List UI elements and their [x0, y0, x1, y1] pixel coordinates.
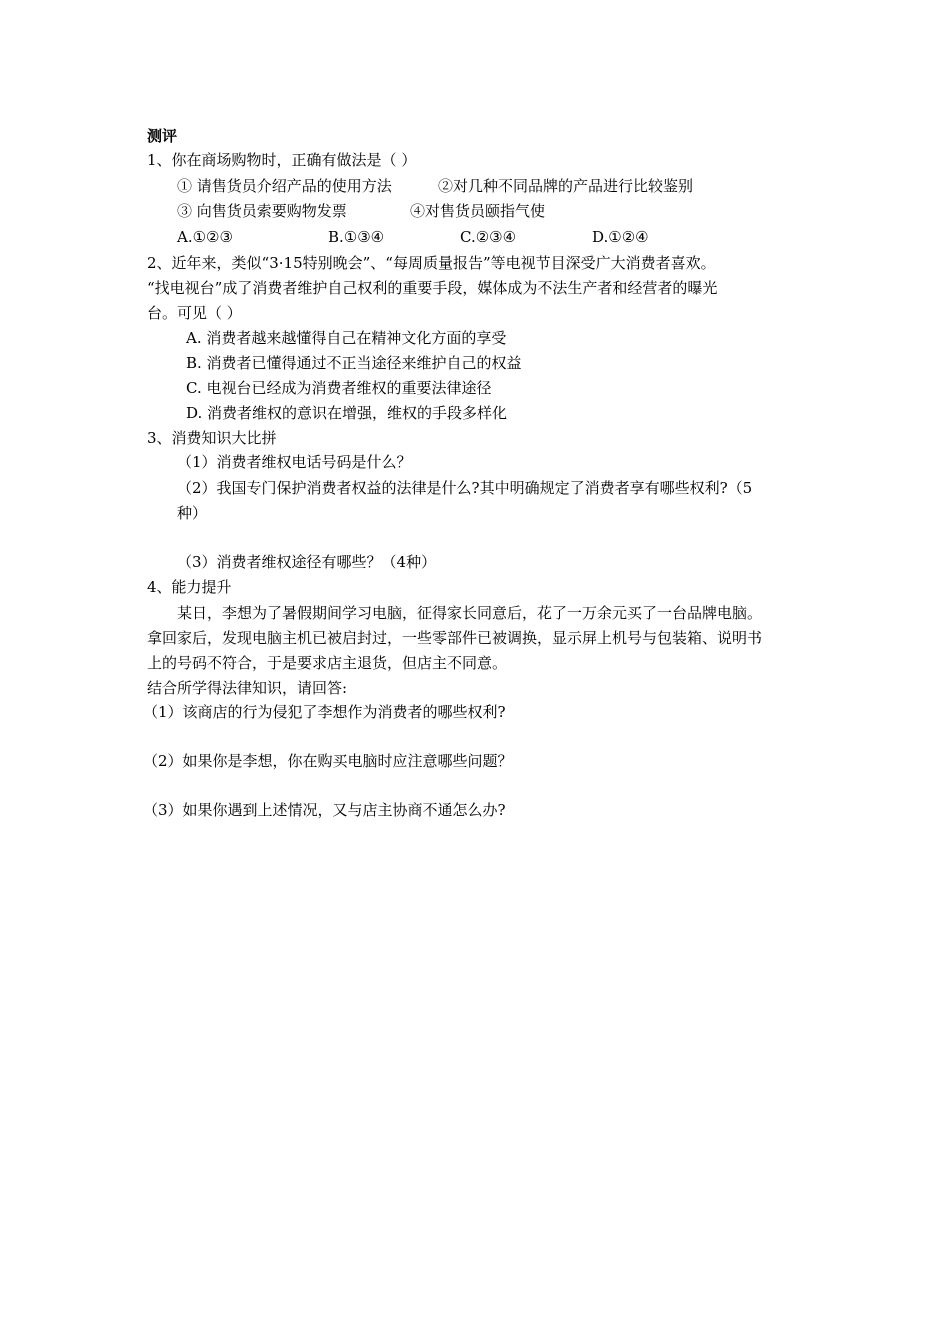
q1-choice-a: A.①②③ [177, 228, 233, 246]
q1-choice-b: B.①③④ [328, 228, 385, 246]
q1-item-2: ②对几种不同品牌的产品进行比较鉴别 [438, 177, 694, 195]
q3-sub-2-cont: 种） [177, 504, 208, 522]
q1-item-3: ③ 向售货员索要购物发票 [177, 202, 347, 220]
q4-paragraph-line: 某日，李想为了暑假期间学习电脑，征得家长同意后，花了一万余元买了一台品牌电脑。 [177, 604, 763, 622]
section-heading: 测评 [147, 127, 178, 145]
q4-prompt: 结合所学得法律知识，请回答: [147, 679, 348, 697]
q2-option-d: D. 消费者维权的意识在增强，维权的手段多样化 [186, 404, 508, 422]
q4-sub-1: （1）该商店的行为侵犯了李想作为消费者的哪些权利? [143, 703, 506, 721]
q2-option-b: B. 消费者已懂得通过不正当途径来维护自己的权益 [186, 354, 522, 372]
q2-stem-line: “找电视台”成了消费者维护自己权利的重要手段，媒体成为不法生产者和经营者的曝光 [147, 279, 718, 297]
q2-option-a: A. 消费者越来越懂得自己在精神文化方面的享受 [186, 329, 507, 347]
q1-choice-c: C.②③④ [460, 228, 517, 246]
q3-stem: 3、消费知识大比拼 [147, 429, 277, 447]
q1-item-1: ① 请售货员介绍产品的使用方法 [177, 177, 392, 195]
q1-stem: 1、你在商场购物时，正确有做法是（ ） [147, 151, 417, 169]
q2-stem-line: 台。可见（ ） [147, 304, 242, 322]
q2-option-c: C. 电视台已经成为消费者维权的重要法律途径 [186, 379, 492, 397]
q1-choice-d: D.①②④ [592, 228, 649, 246]
q2-stem-line: 2、近年来，类似“3·15特别晚会”、“每周质量报告”等电视节目深受广大消费者喜欢。 [147, 254, 716, 272]
q4-paragraph-line: 拿回家后，发现电脑主机已被启封过，一些零部件已被调换，显示屏上机号与包装箱、说明书 [147, 629, 763, 647]
q3-sub-3: （3）消费者维权途径有哪些？（4种） [177, 553, 437, 571]
q1-item-4: ④对售货员颐指气使 [410, 202, 546, 220]
q3-sub-2: （2）我国专门保护消费者权益的法律是什么?其中明确规定了消费者享有哪些权利?（5 [177, 479, 753, 497]
q4-sub-3: （3）如果你遇到上述情况，又与店主协商不通怎么办? [143, 801, 506, 819]
q4-stem: 4、能力提升 [147, 578, 232, 596]
q3-sub-1: （1）消费者维权电话号码是什么？ [177, 453, 412, 471]
q4-sub-2: （2）如果你是李想，你在购买电脑时应注意哪些问题？ [143, 752, 513, 770]
q4-paragraph-line: 上的号码不符合，于是要求店主退货，但店主不同意。 [147, 654, 508, 672]
